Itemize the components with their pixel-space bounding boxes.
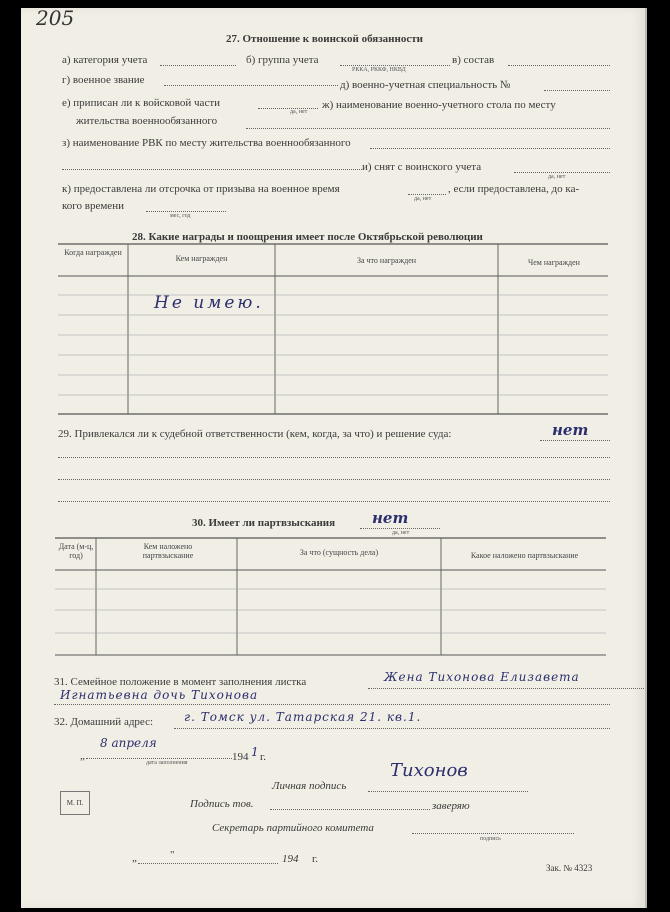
- section27-title: 27. Отношение к воинской обязанности: [226, 33, 423, 45]
- section28-handwritten-answer: Не имею.: [154, 293, 264, 313]
- section30-header-by-whom: Кем наложено партвзыскание: [142, 542, 194, 560]
- signature-handwritten: Тихонов: [390, 760, 468, 781]
- section28-header-when: Когда награжден: [64, 248, 122, 257]
- section32-answer: г. Томск ул. Татарская 21. кв.1.: [184, 710, 422, 724]
- order-number: Зак. № 4323: [546, 863, 593, 873]
- section31-line2: [54, 704, 610, 705]
- date-year-prefix: 194: [232, 751, 249, 763]
- section27-a-label: а) категория учета: [62, 54, 148, 66]
- page-number: 205: [36, 6, 75, 30]
- section27-d-label: д) военно-учетная специальность №: [340, 79, 511, 91]
- certify-line: [270, 809, 430, 810]
- certify-suffix: заверяю: [432, 800, 470, 812]
- date-line: [86, 758, 232, 759]
- bottom-date-open-quote: „: [132, 852, 137, 864]
- signature-label: Личная подпись: [272, 780, 347, 792]
- section27-zh-label: ж) наименование военно-учетного стола по месту: [322, 99, 556, 111]
- section30-header-penalty: Какое наложено партвзыскание: [470, 551, 579, 560]
- section29-question: 29. Привлекался ли к судебной ответственности (кем, когда, за что) и решение суда:: [58, 428, 452, 440]
- section31-label: 31. Семейное положение в момент заполнения листка: [54, 676, 307, 688]
- section27-v-label: в) состав: [452, 54, 495, 66]
- date-year-suffix: г.: [260, 751, 267, 763]
- section27-e-yes-no: да, нет: [290, 109, 308, 115]
- section30-yes-no: да, нет: [392, 530, 410, 536]
- section27-b-options: РККА, РККФ, НКВД: [352, 67, 406, 73]
- section28-header-with-what: Чем награжден: [528, 258, 580, 267]
- section27-k-month-year: мес, год: [170, 213, 191, 219]
- secretary-line: [412, 833, 574, 834]
- secretary-label: Секретарь партийного комитета: [212, 822, 374, 834]
- section27-z-label: з) наименование РВК по месту жительства военнообязанного: [62, 137, 351, 149]
- signature-line: [368, 791, 528, 792]
- date-caption: дата заполнения: [146, 760, 188, 766]
- section31-line1: [368, 688, 644, 689]
- bottom-date-close-quote: ": [170, 849, 175, 861]
- section28-header-for-what: За что награжден: [356, 256, 417, 265]
- section27-e-label: е) приписан ли к войсковой части: [62, 97, 221, 109]
- section27-k-yes-no: да, нет: [414, 196, 432, 202]
- date-day-month: 8 апреля: [100, 736, 157, 750]
- section32-label: 32. Домашний адрес:: [54, 716, 154, 728]
- section27-i-yes-no: да, нет: [548, 174, 566, 180]
- section27-g-label: г) военное звание: [62, 74, 145, 86]
- bottom-date-year: 194: [282, 853, 299, 865]
- section30-header-for-what: За что (сущность дела): [299, 548, 379, 557]
- section27-zh-label2: жительства военнообязанного: [76, 115, 218, 127]
- section27-b-label: б) группа учета: [246, 54, 319, 66]
- section30-title: 30. Имеет ли партвзыскания: [192, 517, 336, 529]
- section28-header-by-whom: Кем награжден: [175, 254, 228, 263]
- section31-answer-line1: Жена Тихонова Елизавета: [384, 670, 580, 684]
- section27-k-label: к) предоставлена ли отсрочка от призыва на военное время: [62, 183, 340, 195]
- section27-i-label: и) снят с воинского учета: [362, 161, 482, 173]
- section30-answer: нет: [372, 509, 409, 527]
- section32-line: [174, 728, 610, 729]
- section30-header-date: Дата (м-ц, год): [58, 542, 94, 560]
- bottom-date-suffix: г.: [312, 853, 319, 865]
- section28-title: 28. Какие награды и поощрения имеет после Октябрьской революции: [132, 231, 483, 243]
- seal-box: М. П.: [60, 791, 90, 815]
- secretary-caption: подпись: [480, 836, 501, 842]
- section29-answer: нет: [552, 421, 589, 439]
- bottom-date-line: [138, 863, 278, 864]
- certify-label: Подпись тов.: [190, 798, 254, 810]
- section31-answer-line2: Игнатьевна дочь Тихонова: [60, 688, 259, 702]
- section27-k-label2: , если предоставлена, до ка-: [448, 183, 580, 195]
- section27-k-label3: кого времени: [62, 200, 124, 212]
- date-year-hand: 1: [251, 745, 259, 759]
- date-open-quote: „: [80, 750, 85, 762]
